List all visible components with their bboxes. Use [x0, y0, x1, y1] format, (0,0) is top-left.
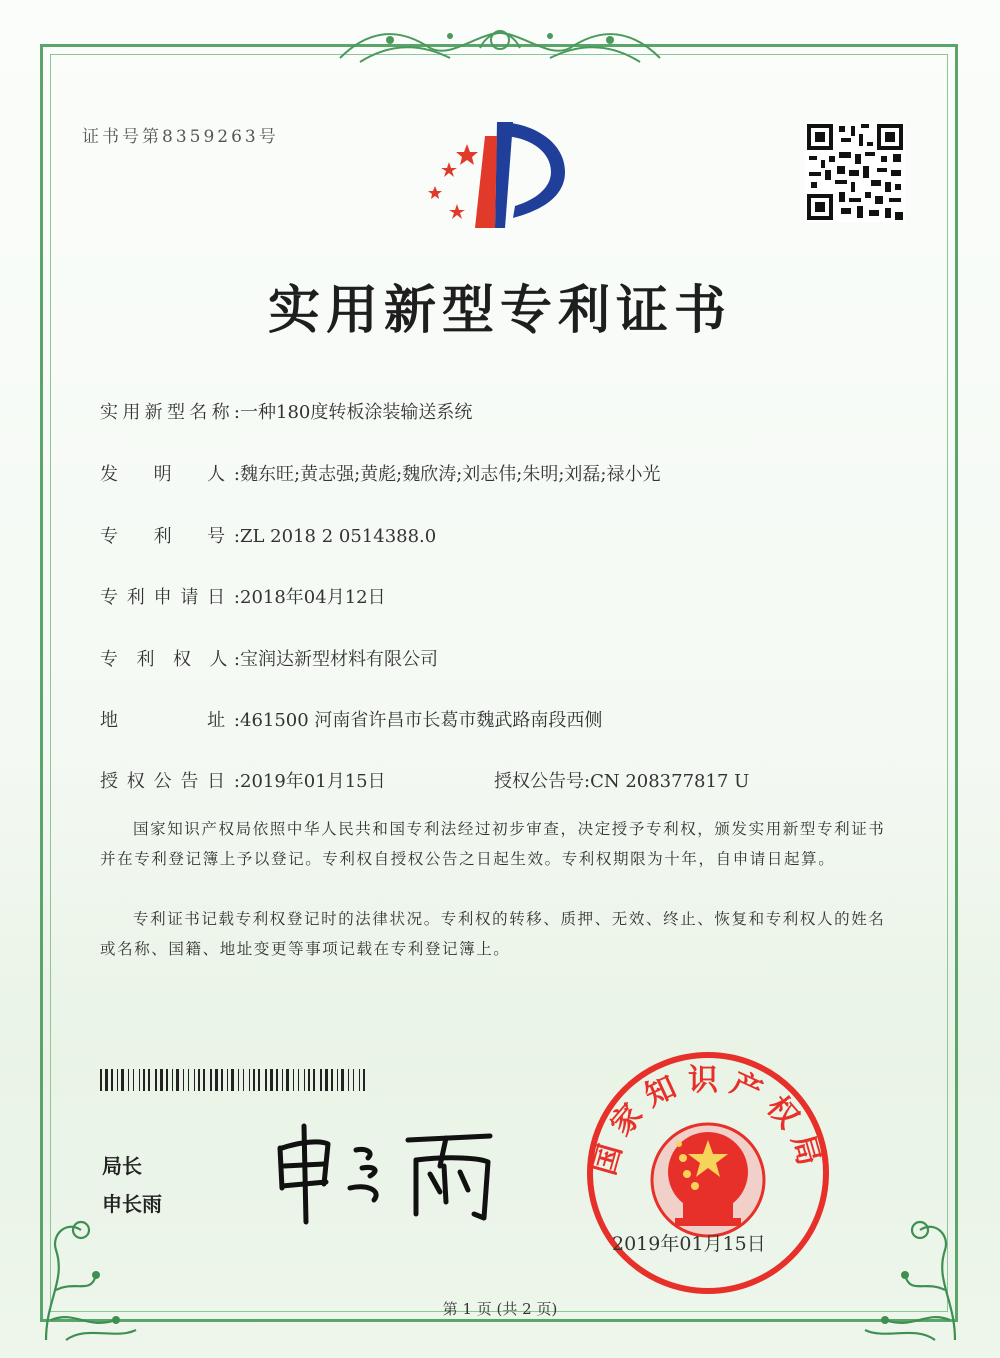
certificate-number: 证书号第8359263号	[82, 127, 279, 147]
field-grant-no-value: CN 208377817 U	[590, 771, 750, 792]
field-name-value: 一种180度转板涂装输送系统	[240, 402, 473, 423]
corner-ornament-left-icon	[36, 1200, 146, 1350]
field-grant-no-label: 授权公告号:	[494, 771, 591, 792]
corner-ornament-right-icon	[855, 1200, 965, 1350]
official-title: 局长	[102, 1154, 142, 1178]
field-filing-date-value: 2018年04月12日	[240, 587, 386, 608]
field-filing-date-label: 专利申请日:	[100, 587, 240, 608]
paragraph-2: 专利证书记载专利权登记时的法律状况。专利权的转移、质押、无效、终止、恢复和专利权人的姓名或名称、国籍、地址变更等事项记载在专利登记簿上。	[100, 910, 886, 958]
top-ornament-icon	[330, 18, 670, 68]
field-inventors-value: 魏东旺;黄志强;黄彪;魏欣涛;刘志伟;朱明;刘磊;禄小光	[240, 464, 661, 485]
qr-code-icon	[805, 122, 905, 222]
field-inventors	[100, 460, 660, 486]
field-name-label: 实用新型名称:	[100, 402, 240, 423]
field-grant-date-label: 授权公告日:	[100, 771, 240, 792]
certificate-title: 实用新型专利证书	[267, 281, 732, 341]
cnipa-logo-icon	[415, 116, 585, 236]
field-patent-no	[100, 522, 436, 548]
field-patent-no-value: ZL 2018 2 0514388.0	[240, 526, 437, 547]
official-seal-icon	[583, 1048, 833, 1298]
field-grant-date-value: 2019年01月15日	[240, 771, 386, 792]
field-address-label: 地 址:	[100, 710, 240, 731]
field-address	[100, 706, 602, 732]
field-filing-date	[100, 583, 386, 609]
field-inventors-label: 发 明 人:	[100, 464, 240, 485]
field-patentee-value: 宝润达新型材料有限公司	[240, 649, 438, 670]
field-patentee-label: 专 利 权 人:	[100, 649, 240, 670]
official-name: 申长雨	[102, 1192, 162, 1216]
barcode-icon	[100, 1069, 366, 1091]
field-address-value: 461500 河南省许昌市长葛市魏武路南段西侧	[240, 710, 603, 731]
signature-icon	[270, 1118, 510, 1228]
field-grant-no	[494, 767, 749, 793]
paragraph-1: 国家知识产权局依照中华人民共和国专利法经过初步审查，决定授予专利权，颁发实用新型专利证书并在专利登记簿上予以登记。专利权自授权公告之日起生效。专利权期限为十年，自申请日起算。	[100, 820, 886, 868]
page-number: 第 1 页 (共 2 页)	[442, 1300, 558, 1318]
field-patent-no-label: 专 利 号:	[100, 526, 240, 547]
seal-date: 2019年01月15日	[612, 1233, 766, 1255]
field-grant-date	[100, 767, 386, 793]
field-patentee	[100, 645, 438, 671]
field-name	[100, 398, 472, 424]
seal-text: 国家知识产权局	[587, 1062, 829, 1179]
